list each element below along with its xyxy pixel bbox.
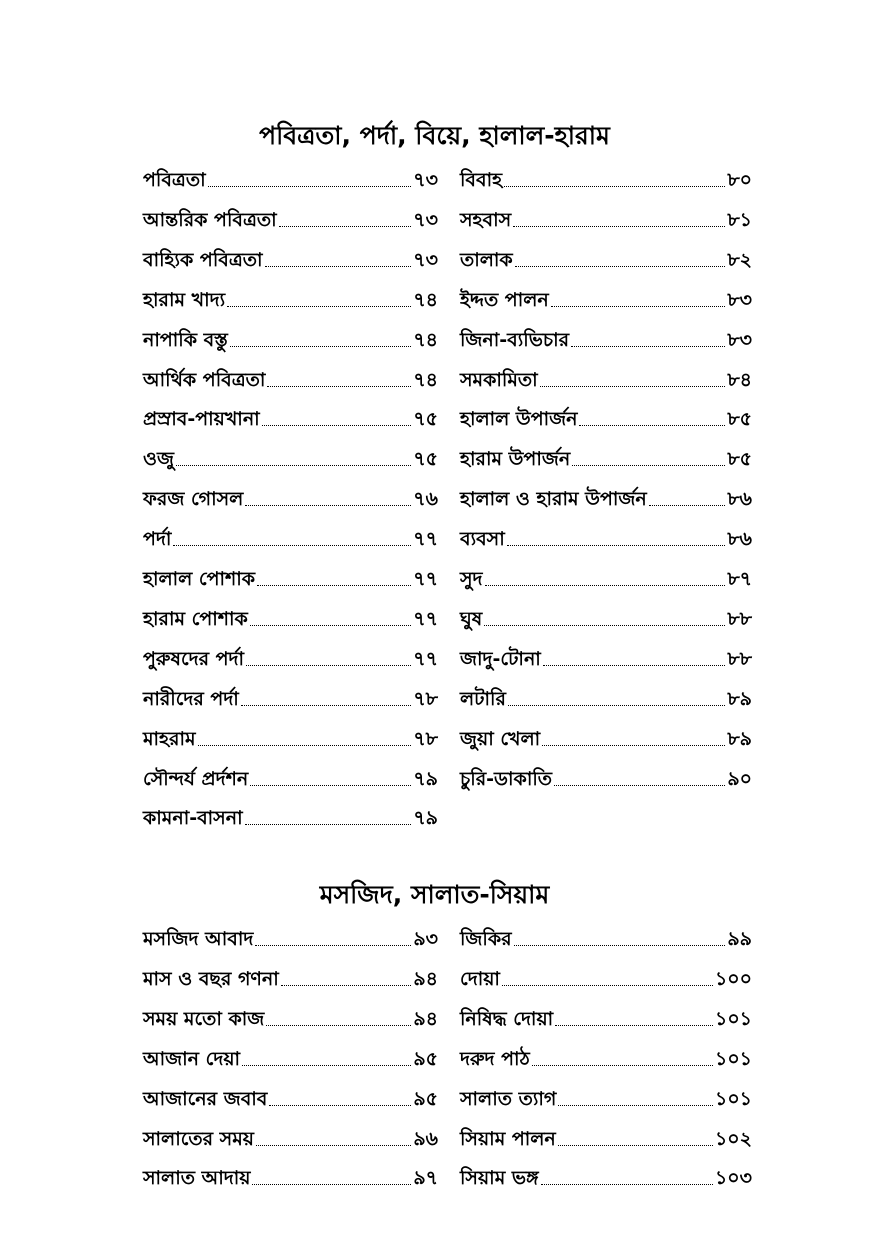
- toc-entry-label: বাহ্যিক পবিত্রতা: [143, 249, 263, 271]
- toc-entry: [143, 203, 438, 233]
- toc-entry: [143, 762, 438, 792]
- toc-entry-label: নিষিদ্ধ দোয়া: [460, 1008, 554, 1030]
- toc-entry: [143, 602, 438, 632]
- toc-entry-page-number: ৮৫: [727, 448, 752, 470]
- dot-leader: [250, 785, 411, 786]
- toc-entry: [460, 482, 752, 512]
- toc-entry-page-number: ১০৩: [714, 1167, 752, 1189]
- toc-entry-page-number: ৭৪: [413, 329, 438, 351]
- toc-entry-label: ঘুষ: [460, 608, 483, 630]
- toc-entry-page-number: ৮৫: [727, 408, 752, 430]
- dot-leader: [255, 945, 411, 946]
- toc-entry-label: সময় মতো কাজ: [143, 1008, 265, 1030]
- toc-entry-label: চুরি-ডাকাতি: [460, 768, 553, 790]
- toc-entry: [143, 1082, 438, 1112]
- toc-entry: [460, 442, 752, 472]
- dot-leader: [540, 386, 726, 387]
- toc-entry: [143, 283, 438, 313]
- toc-entry-label: মসজিদ আবাদ: [143, 928, 254, 950]
- toc-entry: [460, 602, 752, 632]
- toc-entry: [143, 243, 438, 273]
- toc-entry-label: নারীদের পর্দা: [143, 688, 239, 710]
- toc-entry-label: কামনা-বাসনা: [143, 807, 243, 829]
- toc-entry: [143, 722, 438, 752]
- toc-entry: [143, 562, 438, 592]
- dot-leader: [246, 665, 411, 666]
- toc-entry-label: হালাল উপার্জন: [460, 408, 578, 430]
- toc-entry: [460, 243, 752, 273]
- toc-entry-label: হারাম উপার্জন: [460, 448, 571, 470]
- toc-entry: [143, 163, 438, 193]
- toc-entry-page-number: ৭৫: [413, 448, 438, 470]
- dot-leader: [554, 785, 725, 786]
- dot-leader: [173, 545, 411, 546]
- toc-entry-label: জুয়া খেলা: [460, 728, 541, 750]
- dot-leader: [502, 985, 713, 986]
- toc-entry: [460, 522, 752, 552]
- toc-entry-page-number: ৭৩: [413, 249, 438, 271]
- dot-leader: [514, 945, 726, 946]
- dot-leader: [484, 625, 725, 626]
- dot-leader: [257, 585, 411, 586]
- toc-entry-page-number: ৭৭: [413, 528, 438, 550]
- dot-leader: [245, 505, 411, 506]
- toc-entry-label: বিবাহ: [460, 169, 503, 191]
- toc-entry: [460, 642, 752, 672]
- toc-entry-label: ইদ্দত পালন: [460, 289, 549, 311]
- toc-entry-page-number: ৯৫: [413, 1048, 438, 1070]
- dot-leader: [515, 266, 726, 267]
- dot-leader: [649, 505, 726, 506]
- toc-entry-page-number: ৮০: [727, 169, 752, 191]
- toc-entry: [460, 562, 752, 592]
- toc-entry: [143, 1042, 438, 1072]
- toc-entry-page-number: ৮৩: [727, 289, 752, 311]
- dot-leader: [227, 306, 411, 307]
- toc-entry-label: ওজু: [143, 448, 174, 470]
- toc-entry-label: আর্থিক পবিত্রতা: [143, 369, 266, 391]
- dot-leader: [281, 985, 412, 986]
- toc-entry: [460, 762, 752, 792]
- toc-entry-label: পবিত্রতা: [143, 169, 206, 191]
- toc-entry-label: দরুদ পাঠ: [460, 1048, 530, 1070]
- toc-entry-label: মাস ও বছর গণনা: [143, 968, 279, 990]
- toc-entry-label: আজানের জবাব: [143, 1088, 268, 1110]
- toc-entry-label: প্রস্রাব-পায়খানা: [143, 408, 260, 430]
- dot-leader: [176, 465, 411, 466]
- toc-entry-label: পুরুষদের পর্দা: [143, 648, 245, 670]
- toc-entry: [460, 402, 752, 432]
- toc-entry: [460, 163, 752, 193]
- toc-entry-label: সালাত ত্যাগ: [460, 1088, 557, 1110]
- toc-entry: [460, 323, 752, 353]
- toc-entry-label: হারাম পোশাক: [143, 608, 248, 630]
- dot-leader: [571, 346, 725, 347]
- toc-entry-page-number: ৭৮: [413, 728, 438, 750]
- toc-entry-label: দোয়া: [460, 968, 500, 990]
- toc-entry-page-number: ৭৬: [413, 488, 438, 510]
- toc-entry-label: জাদু-টোনা: [460, 648, 541, 670]
- toc-entry-page-number: ১০১: [714, 1088, 752, 1110]
- toc-entry-label: সিয়াম ভঙ্গ: [460, 1167, 539, 1189]
- toc-entry-page-number: ৮৯: [727, 688, 752, 710]
- dot-leader: [555, 1025, 713, 1026]
- toc-entry: [143, 962, 438, 992]
- toc-entry-label: হালাল ও হারাম উপার্জন: [460, 488, 647, 510]
- toc-entry: [143, 323, 438, 353]
- toc-entry: [143, 442, 438, 472]
- toc-entry-page-number: ১০১: [714, 1008, 752, 1030]
- dot-leader: [558, 1105, 713, 1106]
- dot-leader: [250, 625, 412, 626]
- toc-entry-label: নাপাকি বস্তু: [143, 329, 228, 351]
- dot-leader: [532, 1065, 713, 1066]
- dot-leader: [269, 1105, 411, 1106]
- toc-entry-page-number: ৭৭: [413, 608, 438, 630]
- toc-entry: [460, 363, 752, 393]
- toc-entry-page-number: ৭৩: [413, 169, 438, 191]
- toc-entry: [460, 1161, 752, 1191]
- dot-leader: [265, 266, 412, 267]
- dot-leader: [504, 186, 725, 187]
- toc-entry-page-number: ৭৯: [413, 807, 438, 829]
- toc-entry-page-number: ৭৫: [413, 408, 438, 430]
- toc-entry-label: তালাক: [460, 249, 513, 271]
- toc-entry: [460, 1002, 752, 1032]
- toc-entry-label: লটারি: [460, 688, 506, 710]
- toc-entry: [143, 682, 438, 712]
- dot-leader: [572, 465, 725, 466]
- dot-leader: [198, 745, 412, 746]
- toc-entry-label: হারাম খাদ্য: [143, 289, 226, 311]
- toc-entry-label: ব্যবসা: [460, 528, 505, 550]
- toc-entry-page-number: ৭৮: [413, 688, 438, 710]
- toc-entry: [143, 522, 438, 552]
- toc-entry-page-number: ৭৩: [413, 209, 438, 231]
- dot-leader: [208, 186, 412, 187]
- toc-entry-label: জিনা-ব্যভিচার: [460, 329, 570, 351]
- dot-leader: [245, 824, 412, 825]
- dot-leader: [266, 1025, 411, 1026]
- toc-entry: [460, 922, 752, 952]
- dot-leader: [256, 1145, 411, 1146]
- dot-leader: [513, 226, 725, 227]
- dot-leader: [242, 1065, 411, 1066]
- toc-entry: [143, 402, 438, 432]
- toc-entry-page-number: ৯৪: [413, 968, 438, 990]
- toc-entry-page-number: ৯৩: [413, 928, 438, 950]
- toc-entry: [143, 1122, 438, 1152]
- toc-entry-page-number: ৮৭: [727, 568, 752, 590]
- toc-entry-page-number: ৯৪: [413, 1008, 438, 1030]
- toc-entry-page-number: ৮৩: [727, 329, 752, 351]
- toc-entry-label: সালাত আদায়: [143, 1167, 251, 1189]
- dot-leader: [579, 425, 725, 426]
- toc-entry-label: আজান দেয়া: [143, 1048, 241, 1070]
- dot-leader: [558, 1145, 713, 1146]
- toc-entry-page-number: ৮৯: [727, 728, 752, 750]
- toc-entry: [460, 722, 752, 752]
- dot-leader: [542, 745, 725, 746]
- toc-entry-page-number: ১০০: [714, 968, 752, 990]
- toc-entry-page-number: ৯৫: [413, 1088, 438, 1110]
- toc-entry: [143, 482, 438, 512]
- section-title-mosque: মসজিদ, সালাত-সিয়াম: [319, 880, 550, 909]
- toc-entry-page-number: ৮৮: [727, 648, 752, 670]
- toc-entry-label: জিকির: [460, 928, 512, 950]
- toc-entry-label: হালাল পোশাক: [143, 568, 256, 590]
- dot-leader: [241, 705, 412, 706]
- toc-entry-label: সিয়াম পালন: [460, 1128, 556, 1150]
- dot-leader: [262, 425, 412, 426]
- toc-entry-label: সালাতের সময়: [143, 1128, 254, 1150]
- toc-entry-label: সমকামিতা: [460, 369, 538, 391]
- dot-leader: [230, 346, 411, 347]
- dot-leader: [279, 226, 412, 227]
- toc-entry-page-number: ৯৯: [727, 928, 752, 950]
- toc-entry-page-number: ৮২: [727, 249, 752, 271]
- toc-entry: [143, 642, 438, 672]
- toc-entry: [143, 1002, 438, 1032]
- dot-leader: [507, 545, 726, 546]
- toc-entry: [460, 1122, 752, 1152]
- toc-entry: [460, 682, 752, 712]
- toc-entry-label: সহবাস: [460, 209, 512, 231]
- toc-entry-label: মাহরাম: [143, 728, 196, 750]
- dot-leader: [551, 306, 726, 307]
- toc-entry: [143, 801, 438, 831]
- toc-entry-label: পর্দা: [143, 528, 172, 550]
- toc-entry-label: সৌন্দর্য প্রর্দশন: [143, 768, 249, 790]
- toc-entry: [460, 203, 752, 233]
- toc-entry-label: আন্তরিক পবিত্রতা: [143, 209, 277, 231]
- toc-entry: [143, 363, 438, 393]
- toc-entry-page-number: ১০১: [714, 1048, 752, 1070]
- toc-entry-page-number: ৭৪: [413, 369, 438, 391]
- toc-entry-label: সুদ: [460, 568, 483, 590]
- toc-entry-page-number: ৯৬: [413, 1128, 438, 1150]
- toc-entry: [460, 1042, 752, 1072]
- dot-leader: [252, 1184, 411, 1185]
- toc-entry-page-number: ৮৬: [727, 528, 752, 550]
- toc-entry-page-number: ৮৬: [727, 488, 752, 510]
- toc-entry: [143, 922, 438, 952]
- toc-entry-page-number: ৮৮: [727, 608, 752, 630]
- toc-entry-page-number: ৭৭: [413, 648, 438, 670]
- section-title-purity: পবিত্রতা, পর্দা, বিয়ে, হালাল-হারাম: [259, 121, 610, 150]
- toc-entry: [460, 1082, 752, 1112]
- toc-entry: [143, 1161, 438, 1191]
- toc-entry-page-number: ৭৯: [413, 768, 438, 790]
- toc-entry-page-number: ৯৭: [413, 1167, 438, 1189]
- dot-leader: [267, 386, 411, 387]
- dot-leader: [508, 705, 725, 706]
- toc-entry-page-number: ১০২: [714, 1128, 752, 1150]
- toc-entry-page-number: ৮৪: [727, 369, 752, 391]
- dot-leader: [543, 665, 726, 666]
- dot-leader: [541, 1184, 713, 1185]
- toc-entry-page-number: ৭৪: [413, 289, 438, 311]
- toc-entry-page-number: ৯০: [727, 768, 752, 790]
- toc-entry-page-number: ৮১: [727, 209, 752, 231]
- toc-entry: [460, 962, 752, 992]
- toc-entry-label: ফরজ গোসল: [143, 488, 244, 510]
- toc-entry: [460, 283, 752, 313]
- toc-entry-page-number: ৭৭: [413, 568, 438, 590]
- dot-leader: [485, 585, 726, 586]
